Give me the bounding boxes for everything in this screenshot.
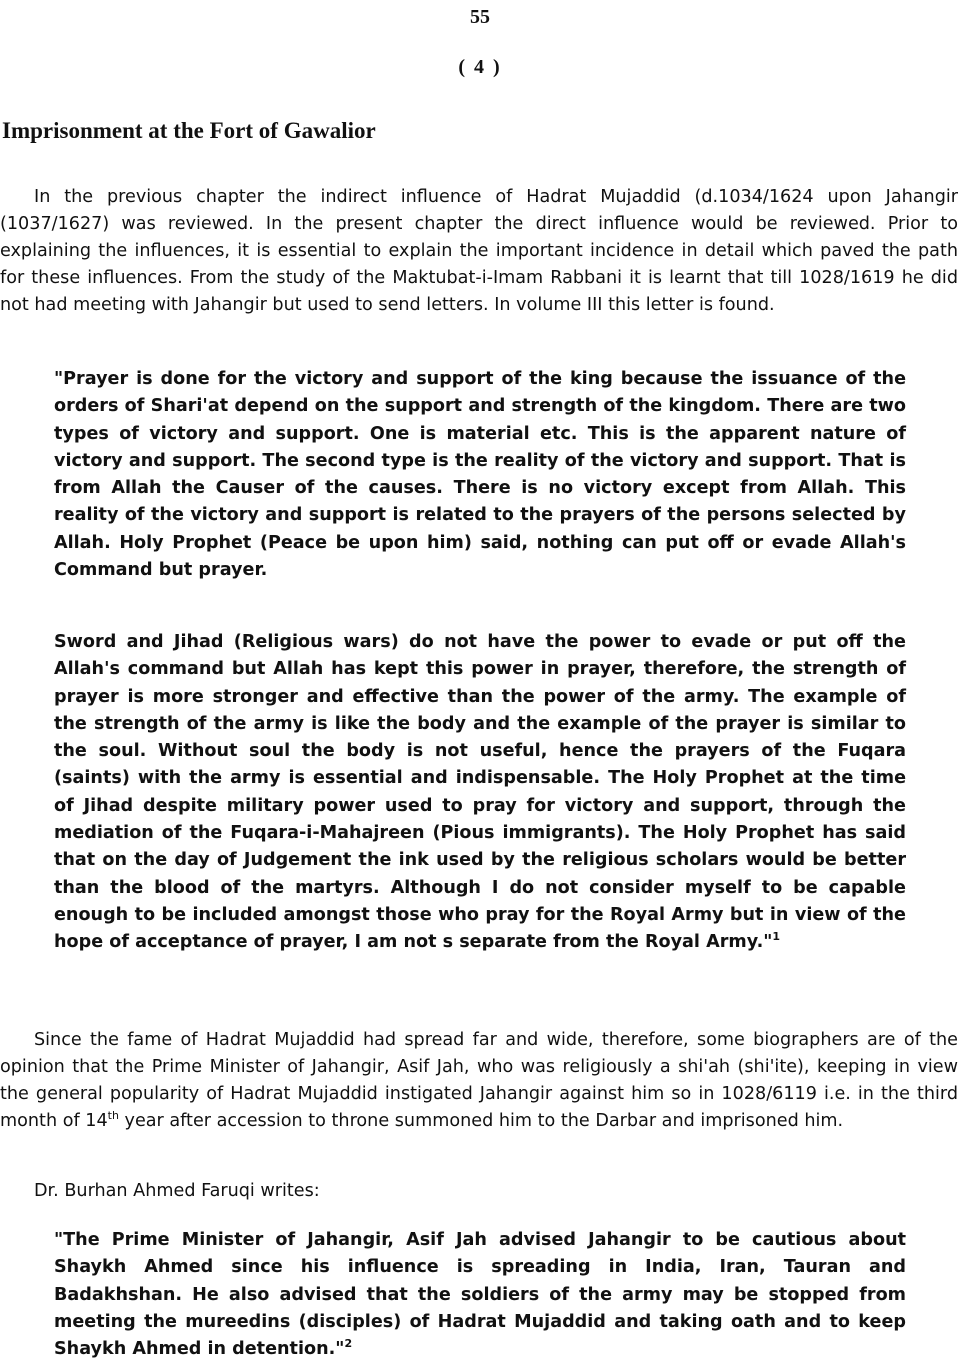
fame-text (0, 1027, 958, 1135)
footnote-marker-2: 2 (344, 1337, 353, 1351)
faruqi-intro: Dr. Burhan Ahmed Faruqi writes: (34, 1181, 320, 1201)
intro-paragraph (0, 184, 958, 319)
ordinal-suffix: th (107, 1109, 119, 1123)
fame-text-part2: year after accession to throne summoned him to the Darbar and imprisoned him. (118, 1111, 844, 1131)
fame-text-part1: Since the fame of Hadrat Mujaddid had spread far and wide, therefore, some biographers are of the opinion that the Prime Minister of Jahangir, Asif Jah, who was religiously a shi'ah (shi'ite), keeping in view the general popularity of Hadrat Mujaddid instigated Jahangir against him so in 1028/6119 i.e. in the third month of 14 (0, 1030, 958, 1131)
page-number: 55 (470, 6, 490, 28)
quote1-text: "Prayer is done for the victory and support of the king because the issuance of the orders of Shari'at depend on the support and strength of the kingdom. There are two types of victory and support. One is material etc. This is the apparent nature of victory and support. The second type is the reality of the victory and support. That is from Allah the Causer of the causes. There is no victory except from Allah. This reality of the victory and support is related to the prayers of the persons selected by Allah. Holy Prophet (Peace be upon him) said, nothing can put off or evade Allah's Command but prayer. (54, 369, 906, 581)
quote-block-2 (54, 629, 906, 957)
quote2-text: Sword and Jihad (Religious wars) do not have the power to evade or put off the Allah's command but Allah has kept this power in prayer, therefore, the strength of prayer is more stronger and effective than the power of the army. The example of the strength of the army is like the body and the example of the prayer is similar to the soul. Without soul the body is not useful, hence the prayers of the Fuqara (saints) with the army is essential and indispensable. The Holy Prophet at the time of Jihad despite military power used to pray for victory and support, through the mediation of the Fuqara-i-Mahajreen (Pious immigrants). The Holy Prophet has said that on the day of Judgement the ink used by the religious scholars would be better than the blood of the martyrs. Although I do not consider myself to be capable enough to be included amongst those who pray for the Royal Army but in view of the hope of acceptance of prayer, I am not s separate from the Royal Army." (54, 632, 906, 953)
intro-text: In the previous chapter the indirect influence of Hadrat Mujaddid (d.1034/1624 upon Jahangir (1037/1627) was reviewed. In the present chapter the direct influence would be reviewed. Prior to explaining the influences, it is essential to explain the important incidence in detail which paved the path for these influences. From the study of the Maktubat-i-Imam Rabbani it is learnt that till 1028/1619 he did not had meeting with Jahangir but used to send letters. In volume III this letter is found. (0, 187, 958, 315)
section-title: Imprisonment at the Fort of Gawalior (2, 118, 376, 143)
quote3-text: "The Prime Minister of Jahangir, Asif Jah advised Jahangir to be cautious about Shaykh Ahmed since his influence is spreading in India, Iran, Tauran and Badakhshan. He also advised that the soldiers of the army may be stopped from meeting the mureedins (disciples) of Hadrat Mujaddid and taking oath and to keep Shaykh Ahmed in detention." (54, 1230, 906, 1360)
fame-paragraph (0, 1027, 958, 1135)
footnote-marker-1: 1 (772, 930, 781, 944)
quote2-paragraph (54, 629, 906, 957)
quote3-paragraph (54, 1227, 906, 1363)
quote-block-1 (54, 366, 906, 584)
quote-block-3 (54, 1227, 906, 1363)
chapter-number: ( 4 ) (458, 56, 502, 78)
